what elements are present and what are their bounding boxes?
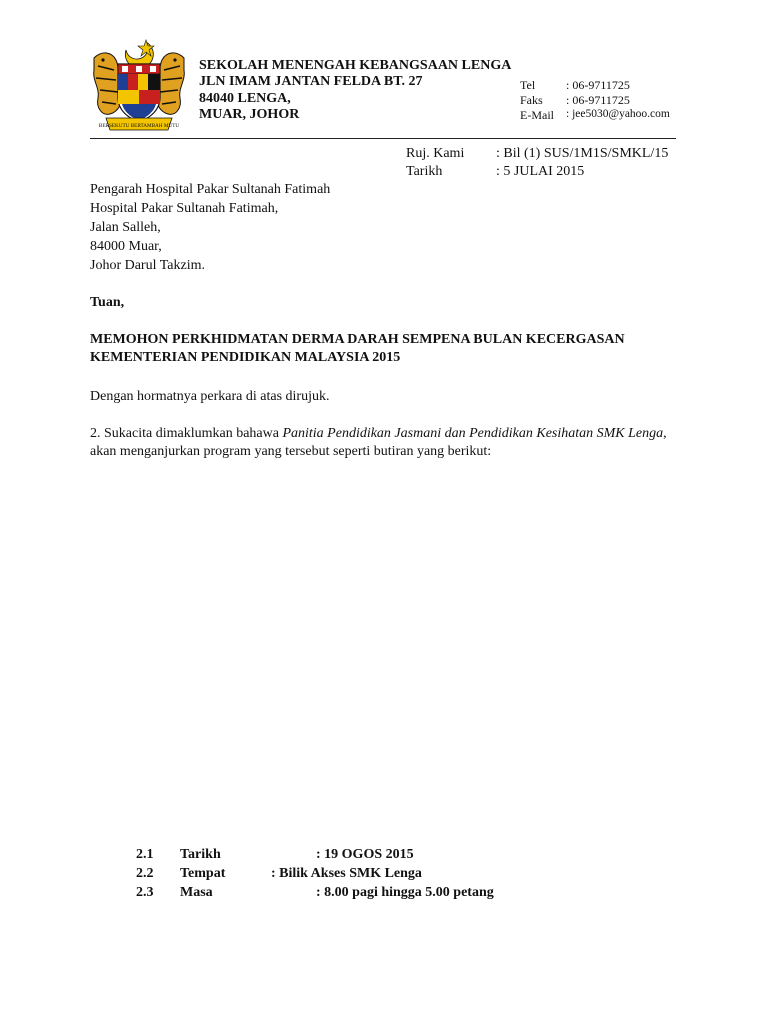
salutation: Tuan, [90,295,125,310]
date-label: Tarikh [406,164,443,179]
detail-label: Tarikh [180,847,221,862]
detail-value: : 8.00 pagi hingga 5.00 petang [316,885,494,900]
recipient-line-4: 84000 Muar, [90,239,162,254]
contact-tel-label: Tel [520,78,536,92]
detail-num: 2.3 [136,885,154,900]
detail-value: : Bilik Akses SMK Lenga [271,866,422,881]
recipient-line-1: Pengarah Hospital Pakar Sultanah Fatimah [90,182,331,197]
ref-label: Ruj. Kami [406,146,465,161]
p2-start: 2. Sukacita dimaklumkan bahawa [90,426,283,441]
contact-email-value: : jee5030@yahoo.com [566,108,670,120]
date-value: : 5 JULAI 2015 [496,164,585,179]
school-crest-logo [88,36,190,134]
contact-tel-value: : 06-9711725 [566,78,630,92]
crest-motto: BERSEKUTU BERTAMBAH MUTU [98,123,180,129]
detail-label: Masa [180,885,213,900]
subject-line-1: MEMOHON PERKHIDMATAN DERMA DARAH SEMPENA BULAN KECERGASAN [90,332,625,347]
recipient-line-5: Johor Darul Takzim. [90,258,206,273]
contact-email-label: E-Mail [520,108,554,122]
detail-label: Tempat [180,866,226,881]
detail-num: 2.1 [136,847,154,862]
school-name: SEKOLAH MENENGAH KEBANGSAAN LENGA [199,58,512,73]
school-address-line-2: 84040 LENGA, [199,91,291,106]
detail-value: : 19 OGOS 2015 [316,847,414,862]
body-paragraph-2-line-2: akan menganjurkan program yang tersebut seperti butiran yang berikut: [90,444,492,459]
contact-fax-label: Faks [520,93,543,107]
p2-italic: Panitia Pendidikan Jasmani dan Pendidikan Kesihatan SMK Lenga [282,426,664,441]
school-address-line-3: MUAR, JOHOR [199,107,300,122]
body-paragraph-1: Dengan hormatnya perkara di atas dirujuk. [90,389,330,404]
contact-fax-value: : 06-9711725 [566,93,630,107]
school-address-line-1: JLN IMAM JANTAN FELDA BT. 27 [199,74,423,89]
recipient-line-2: Hospital Pakar Sultanah Fatimah, [90,201,279,216]
body-paragraph-2-line-1 [90,426,667,442]
ref-value: : Bil (1) SUS/1M1S/SMKL/15 [496,146,669,161]
header-divider [90,138,676,139]
detail-num: 2.2 [136,866,154,881]
recipient-line-3: Jalan Salleh, [90,220,161,235]
p2-end: , [663,426,667,441]
subject-line-2: KEMENTERIAN PENDIDIKAN MALAYSIA 2015 [90,350,401,365]
